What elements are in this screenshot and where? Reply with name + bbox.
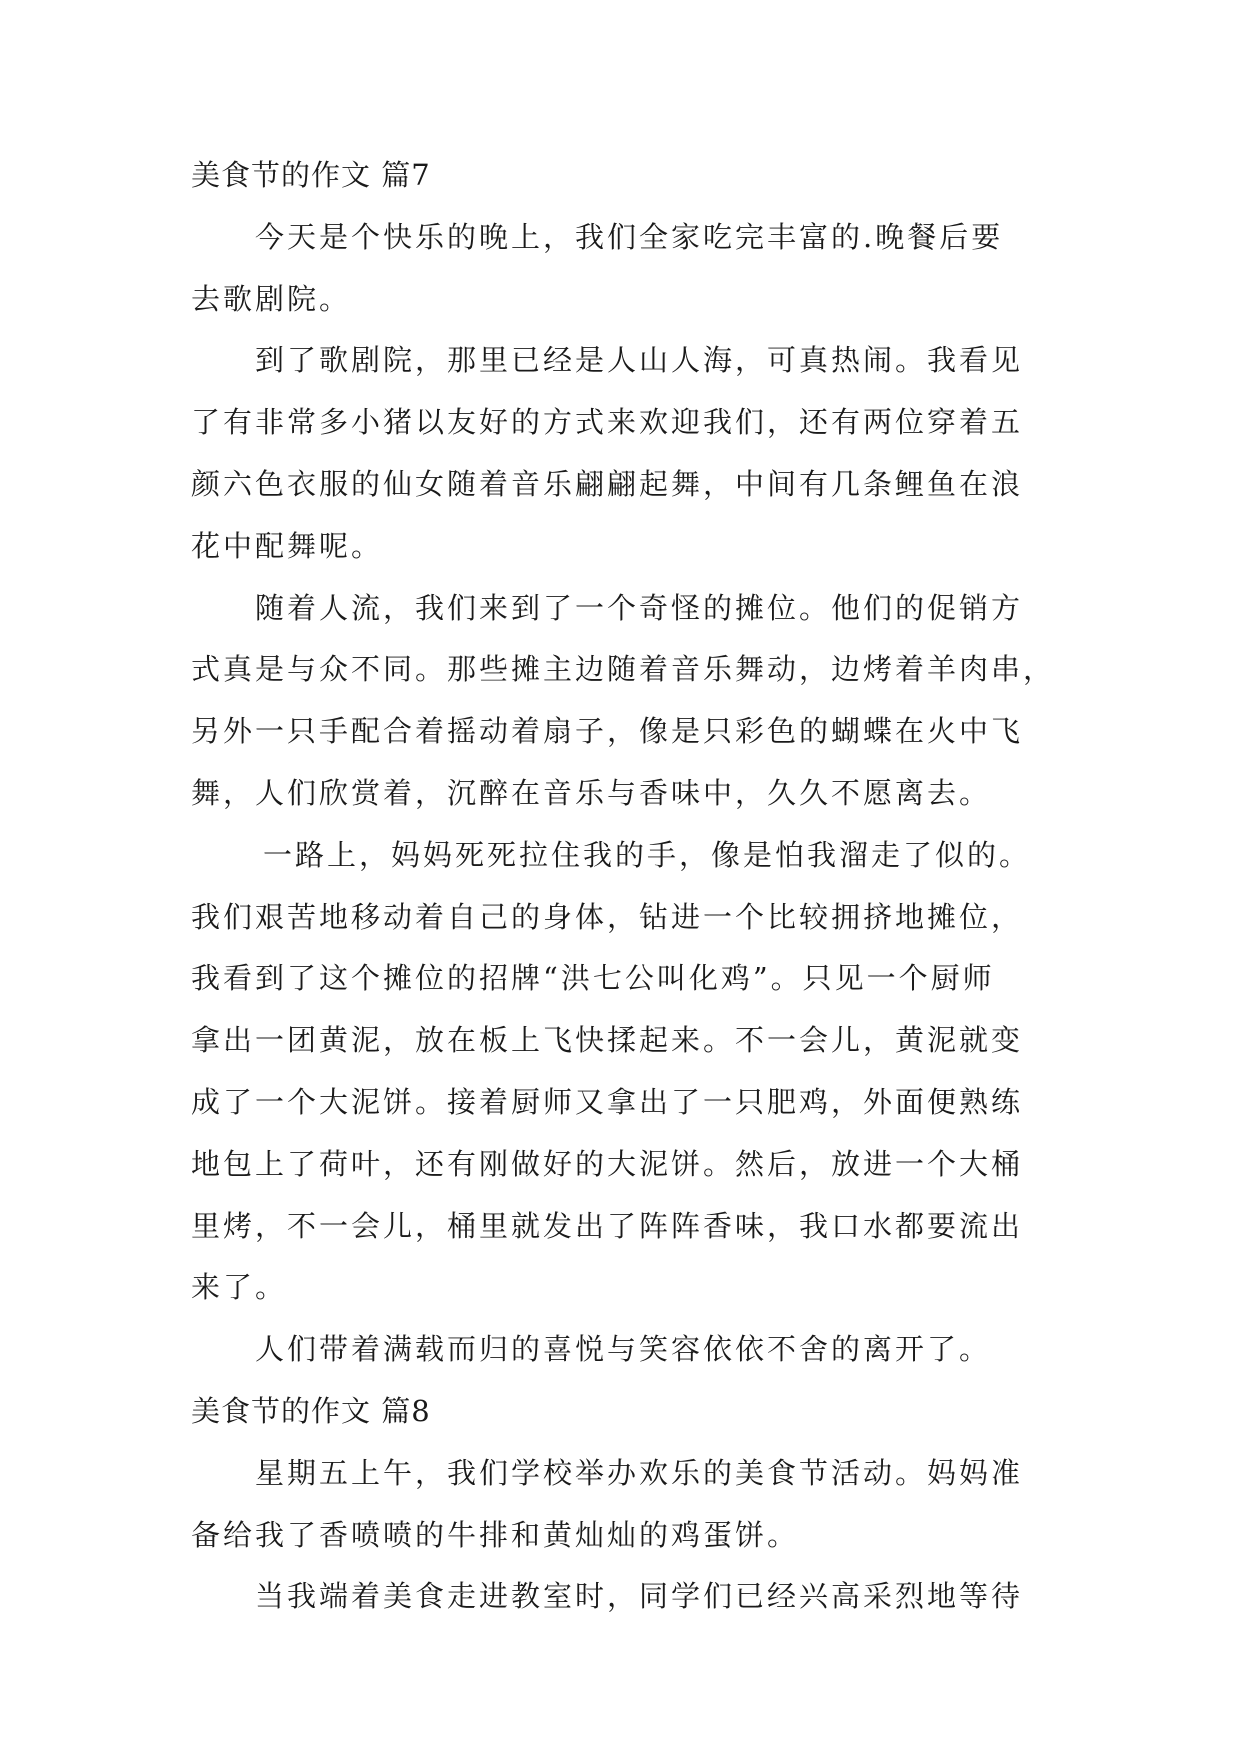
paragraph-line: 人们带着满载而归的喜悦与笑容依依不舍的离开了。 [255, 1332, 992, 1367]
paragraph-line: 式真是与众不同。那些摊主边随着音乐舞动，边烤着羊肉串， [191, 652, 1056, 687]
paragraph-line: 随着人流，我们来到了一个奇怪的摊位。他们的促销方 [255, 590, 1024, 625]
paragraph-line: 星期五上午，我们学校举办欢乐的美食节活动。妈妈准 [255, 1455, 1024, 1490]
paragraph-line: 一路上，妈妈死死拉住我的手，像是怕我溜走了似的。 [263, 837, 1032, 872]
paragraph-line: 今天是个快乐的晚上，我们全家吃完丰富的.晚餐后要 [255, 219, 1004, 254]
paragraph-line: 地包上了荷叶，还有刚做好的大泥饼。然后，放进一个大桶 [191, 1146, 1024, 1181]
paragraph-line: 备给我了香喷喷的牛排和黄灿灿的鸡蛋饼。 [191, 1517, 800, 1552]
paragraph-line: 舞，人们欣赏着，沉醉在音乐与香味中，久久不愿离去。 [191, 775, 992, 810]
paragraph-line: 了有非常多小猪以友好的方式来欢迎我们，还有两位穿着五 [191, 405, 1024, 440]
document-body [191, 157, 1071, 1640]
paragraph-line: 颜六色衣服的仙女随着音乐翩翩起舞，中间有几条鲤鱼在浪 [191, 466, 1024, 501]
paragraph-line: 我们艰苦地移动着自己的身体，钻进一个比较拥挤地摊位， [191, 899, 1024, 934]
paragraph-line: 当我端着美食走进教室时，同学们已经兴高采烈地等待 [255, 1579, 1024, 1614]
paragraph-line: 成了一个大泥饼。接着厨师又拿出了一只肥鸡，外面便熟练 [191, 1084, 1024, 1119]
paragraph-line: 花中配舞呢。 [191, 528, 384, 563]
paragraph-line: 另外一只手配合着摇动着扇子，像是只彩色的蝴蝶在火中飞 [191, 714, 1024, 749]
section-heading: 美食节的作文 篇8 [191, 1393, 431, 1428]
paragraph-line: 去歌剧院。 [191, 281, 352, 316]
paragraph-line: 我看到了这个摊位的招牌“洪七公叫化鸡”。只见一个厨师 [191, 961, 995, 996]
section-heading: 美食节的作文 篇7 [191, 158, 431, 192]
paragraph-line: 来了。 [191, 1270, 288, 1305]
paragraph-line: 拿出一团黄泥，放在板上飞快揉起来。不一会儿，黄泥就变 [191, 1023, 1024, 1058]
paragraph-line: 里烤，不一会儿，桶里就发出了阵阵香味，我口水都要流出 [191, 1208, 1024, 1243]
paragraph-line: 到了歌剧院，那里已经是人山人海，可真热闹。我看见 [255, 343, 1024, 378]
